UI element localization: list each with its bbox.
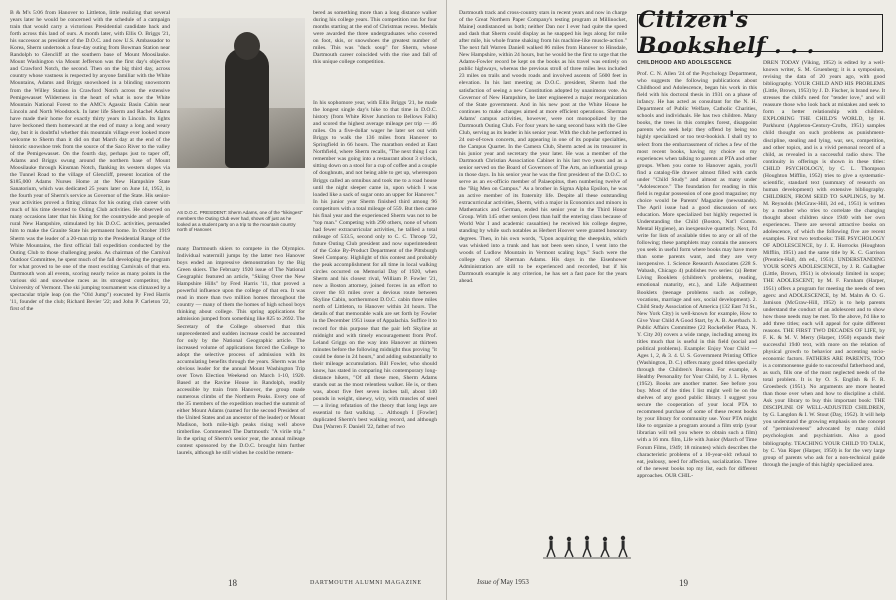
issue-label-month: May 1953	[500, 578, 529, 586]
hiker-photo	[177, 18, 305, 204]
right-page	[447, 0, 896, 600]
running-head: DARTMOUTH ALUMNI MAGAZINE	[310, 580, 422, 586]
right-column-1-text: Dartmouth track and cross-country stars in recent years and now in charge of the Great Northern Paper Company's testing program at Millinocket, Maine] outdistanced us both; neither Dan nor I ever had quite the speed and dash that Sherm could display as he snapped his legs along for mile after mile, his whole frame shaking from his machine-like muscle-action." The next fall Warren Daniell walked 86 miles from Hanover to Hinsdale, New Hampshire, within 24 hours, but he would be the first to urge that the Adams-Fowler record be kept on the books as his travel was entirely on public highways, whereas the previous stroll of three miles less included 23 miles on trails and woods roads and involved ascents of 5600 feet in elevation. In his last meeting as D.O.C. president, Sherm had the satisfaction of seeing a new Constitution adopted by unanimous vote. As Governor of New Hampshire, he later engineered a major reorganization of the State government. And in his new post at the White House he continues to make changes aimed at more efficient operations. Sherman Adams' campus activities, however, were not monopolized by the Dartmouth Outing Club. For four years he sang second bass with the Glee Club, serving as its leader in his senior year. With the club he performed in 24 out-of-town concerts, and appearing in one of its popular specialties, the Campus Quartet. In the Camera Club, Sherm acted as its treasurer in his junior year and secretary the year later. He was a member of the Dartmouth Christian Association Cabinet in his last two years and as a senior served on the Board of Governors of The Arts, an influential group in those days. In his senior year he was the first president of the D.O.C. to serve as an ex-officio member of Palaeopitus, then numbering twelve of the "Big Men on Campus." As a brother in Sigma Alpha Epsilon, he was an active member of its fraternity life. Despite all these outstanding extracurricular activities, Sherm, with a major in Economics and minors in Mathematics and German, ended his senior year in the Third Honor Group. With 145 other seniors (less than half the entering class because of World War I and academic casualties) he received his college degree, standing by while such notables as Herbert Hoover were granted honorary degrees. Then, in his own words, "Upon acquiring the sheepskin, which was whisked into a trunk and has not been seen since, I went into the woods of Ludlow Mountain in Vermont scaling logs." Such were the college days of Sherman Adams. His days in the Eisenhower Administration are still to be experienced and recorded, but if his Dartmouth example is any criterion, he has set a fast pace for the years ahead.	[459, 10, 627, 284]
section-heading: CHILDHOOD AND ADOLESCENCE	[637, 60, 732, 66]
left-column-2-top	[313, 10, 437, 96]
page-number-left: 18	[228, 578, 237, 588]
right-column-2-text: Prof. C. N. Allen '24 of the Psychology Department, who suggests the following publications about Childhood and Adolescence, began his work in this field with his doctoral thesis in 1931 on a phase of infancy. He has acted as consultant for the N. H. Department of Public Welfare, Catholic Charities, schools and individuals. He has two children. Many books, the trees in this complex forest, disappoint parents who seek help: they offend by being too highly specialized or too text-bookish. I shall try to select from the embarrassment of riches a few of the most recent books, having my choice on my experiences when talking to parents at PTA and other groups. When you come to Hanover again, you'll find a catalog-file drawer almost filled with cards under "Child Study" and almost as many under "Adolescence." The foundation for reading in this field is regular possession of one good magazine; my choice would be Parents' Magazine (newsstands). The April issue had a good discussion of sex education. More specialized but highly respected is Understanding the Child (Boston, Nat'l Comm. Mental Hygiene), an inexpensive quarterly. Next, I'd write for lists of available titles to any or all of the following; these pamphlets may contain the answers you seek in useful form where books may have more than some parents want, and they are very inexpensive. 1. Science Research Associates (228 S. Wabash, Chicago 4) publishes two series: (a) Better Living Booklets (children's problems, reading, emotional maturity, etc.), and Life Adjustment Booklets (teenage problems such as college, vocations, marriage and sex, social development). 2. Child Study Association of America (132 East 74 St., New York City) is well-known for example, How to Give Your Child A Good Start, by A. B. Auerbach. 3. Public Affairs Committee (22 Rockefeller Plaza, N. Y. City 20) covers a wide range, including among its titles much that is useful in this field (social and political problems). Example: Enjoy Your Child — Ages 1, 2, & 3. 4. U. S. Government Printing Office (Washington, D. C.) offers many good titles specially through the Children's Bureau. For example, A Healthy Personality for Your Child, by J. L. Hymes (1952). Books are another matter. See before you buy. Most of the titles I list might well be on the shelves of any good public library. I suggest you secure the cooperation of your local PTA to recommend purchase of some of these recent books by your library for community use. Your PTA might like to organize a program around a film strip (your librarian will tell you where to obtain such a film) with a 16 mm. film, Life with Junior (March of Time Forum Films, 1949; 18 minutes) which describes the characteristic problems of a 10-year-old: refusal to eat, jealousy, need for affection, socialization. Three of the newest books top my list, each for different approaches. OUR CHIL-	[637, 71, 757, 479]
left-column-3	[313, 100, 437, 570]
hikers-illustration	[543, 532, 631, 560]
right-column-1	[459, 10, 627, 525]
right-column-2	[637, 60, 757, 575]
right-column-3-text: DREN TODAY (Viking, 1952) is edited by a well-known writer, S. M. Gruenberg; it is a symposium, revising the data of 20 years ago, with good bibliography. YOUR CHILD AND HIS PROBLEMS (Little, Brown, 1953) by J. D. Fischer, is brand new. It stresses the child's need for "tender love," and will reassure those who look back at mistakes and seek to form a better relationship with children. EXPLORING THE CHILD'S WORLD, by H. Parkhurst (Appleton-Century-Crofts, 1951) samples child thought on such problems as punishment-discipline, stealing and lying, war, sex, competition, and other topics, and is a vivid personal record of a child, as revealed in a successful radio show. The continuity in offerings is shown in these titles: CHILD PSYCHOLOGY, by C. L. Thompson (Houghton Mifflin, 1952) tries to give a systematic-scientific, standard text (summary of research on human development) with extensive bibliography. CHILDREN, FROM SEED TO SAPLINGS, by M. M. Reynolds (McGraw-Hill, 2d ed., 1951) is written by a mother who tries to correlate the changing thought about children since 1940 with her own experiences. There are several attractive books on adolescence, of which the following five are recent examples. First two textbooks: THE PSYCHOLOGY OF ADOLESCENCE, by J. E. Horrocks (Houghton Mifflin, 1951) and the same title by K. C. Garrison (Prentice-Hall, 4th ed., 1951). UNDERSTANDING YOUR SON'S ADOLESCENCE, by J. R. Gallagher (Little, Brown, 1951) is obviously limited in scope; THE ADOLESCENT, by M. F. Farnham (Harper, 1951) offers a program for meeting the needs of teen agers: and ADOLESCENCE, by M. Malm & O. G. Jamison (McGraw-Hill, 1952) is to help parents understand the conduct of an adolescent and to show how those needs may be met. To the above, I'd like to add three titles; each will appeal for quite different reasons. THE FIRST TWO DECADES OF LIFE, by F. K. & M. V. Merry (Harper, 1950) expands their successful 1940 text, with more on the relation of physical growth to behavior and accenting socio-economic factors. FATHERS ARE PARENTS, TOO is a commonsense guide to successful fatherhood and, as such, fills one of the most neglected needs of the total problem. It is by O. S. English & F. R. Groesbeck (1951). No arguments are more heated than those over when and how to discipline a child. Ask your library to buy this important book: THE DISCIPLINE OF WELL-ADJUSTED CHILDREN, by G. Langdon & I. W. Stout (Day, 1952). It will help you understand the growing emphasis on the concept of "permissiveness" advocated by many child psychologists and psychiatrists. Also a good bibliography. TEACHING YOUR CHILD TO TALK, by C. Van Riper (Harper, 1950) is for the very large group of parents who ask for a non-technical guide through the jungle of this highly specialized area.	[763, 60, 885, 468]
left-column-1-text: B & M's 5:06 from Hanover to Littleton, little realizing that several years later he would be concerned with the schedule of a campaign train that would carry a victorious Presidential candidate back and forth across this land of ours. A month later, with Ellis O. Briggs '21, his successor as president of the D.O.C. and now U.S. Ambassador to Korea, Sherm undertook a four-day outing from Bowman Station near Randolph to Glencliff at the southern base of Mount Moosilauke. Mount Washington via Mount Jefferson was the first day's objective and Crawford Notch, the second. Then on the big third day, across country whose vastness is respected by anyone familiar with the White Mountains, Adams and Briggs snowshoed in a blinding snowstorm from the Willey Station in Crawford Notch across the extensive Pemigewasset Wilderness in the heart of what is now the White Mountain National Forest to the AMC's Agassiz Basin Cabin near Lincoln and North Woodstock. In later life Sherm and Rachel Adams have made their home for exactly thirty years in Lincoln. Its lights have beckoned them homeward at the end of many a long and weary day, but it is doubtful whether this mountain village ever looked more welcome to Sherm than it did on that March day at the end of the historic snowshoe trek from the source of the Saco River to the valley of the Pemigewasset. On the fourth day, perhaps just to taper off, Adams and Briggs swung around the northern base of Mount Moosilauke through Kinsman Notch, flanking its western slopes via the Tunnel Road to the village of Glencliff, present location of the $185,000 Adams Nurses Home at the New Hampshire State Sanatorium, which was dedicated 25 years later on June 14, 1952, in the fourth year of Sherm's service as Governor of the State. His senior-year activities proved a fitting climax for his outing club career with much of his time devoted to Outing Club activities. He observed on many occasions later that his liking for the countryside and people of rural New Hampshire, stimulated by his D.O.C. activities, persuaded him to make the Granite State his permanent home. In October 1919 Sherm was the leader of a 20-man trip to the Presidential Range of the White Mountains, the first official fall expedition conducted by the Outing Club to those challenging peaks. As chairman of the Carnival Outdoor Committee, he spent much of the fall developing the program for what proved to be one of the most exciting Carnivals of that era. Dartmouth won all events, scoring nearly twice as many points in the various ski and snowshoe races as its strongest competitor, the University of Vermont. The ski jumping tournament was climaxed by a spectacular triple leap (on the "Old Jump") executed by Fred Harris '11, founder of the club; Richard Bevier '22; and John P. Carleton '22, first of the	[10, 10, 170, 312]
right-column-3	[763, 60, 885, 575]
column-masthead: Citizen's Bookshelf . . .	[637, 14, 883, 52]
left-column-3-text: In his sophomore year, with Ellis Briggs '21, he made the longest single day's hike to that time in D.O.C. history (from White River Junction to Bellows Falls) and scored the highest average mileage per trip — 46 miles. On a five-dollar wager he later set out with Briggs to walk the 136 miles from Hanover to Springfield in 66 hours. The marathon ended at East Northfield, where Sherm recalls, "The next thing I can remember was going into a restaurant about 3 o'clock, sitting down on a stool for a cup of coffee and a couple of doughnuts, and not being able to get up, whereupon Briggs called an omnibus and took me to a road house until the night sleeper came in, upon which I was loaded like a sack of sugar onto an upper for Hanover." In his junior year Sherm finished third among 96 competitors with a total mileage of 559. But then came his final year and the experienced Sherm was not to be "top man." Competing with 290 others, none of whom had fewer extracurricular activities, he tallied a total mileage of 533.5, second only to C. C. Throop '22, future Outing Club president and now superintendent of the Coke By-Product Department of the Pittsburgh Steel Company. Highlight of this contest and probably the peak accomplishment for all time in local walking circles occurred on Memorial Day of 1920, when Sherm and his closest rival, William P. Fowler '21, now a Boston attorney, joined forces in an effort to cover the 83 miles over a devious route between Skyline Cabin, northernmost D.O.C. cabin three miles north of Littleton, to Hanover within 24 hours. The details of that memorable walk are set forth by Fowler in the December 1951 issue of Appalachia. Suffice it to record for this purpose that the pair left Skyline at midnight and with timely encouragement from Prof. Leland Griggs on the way into Hanover at thirteen minutes before the following midnight thus proving "it could be done in 24 hours," and adding substantially to their mileage accumulation. Bill Fowler, who should know, has stated in comparing his contemporary long-distance hikers, "Of all these men, Sherm Adams stands out as the most relentless walker. He is, or then was, about five feet seven inches tall, about 140 pounds in weight, sinewy, wiry, with muscles of steel — a living refutation of the theory that long legs are essential to fast walking. ... Although I [Fowler] duplicated Sherm's best walking record, and although Dan [Warren F. Daniell '22, father of two	[313, 100, 437, 431]
left-column-1	[10, 10, 170, 570]
left-page	[0, 0, 447, 600]
photo-caption: AS D.O.C. PRESIDENT: Sherm Adams, one of the "hikingest" members the Outing Club ever had, shows off just as he looked as a student party on a trip to the mountain country north of Hanover.	[177, 210, 303, 233]
page-number-right: 19	[679, 578, 688, 588]
left-column-2-top-text: bered as something more than a long distance walker during his college years. This competition ran for four months starting at the end of Christmas recess. Medals were awarded the three undergraduates who covered on foot, skis, or snowshoes the greatest number of miles. This was "duck soup" for Sherm, whose Dartmouth career coincided with the rise and fall of this unique college competition.	[313, 10, 437, 66]
issue-label-prefix: Issue of	[477, 578, 499, 586]
left-column-2-bottom	[177, 246, 305, 570]
left-column-2-bottom-text: many Dartmouth skiers to compete in the Olympics. Individual watermill jumps by the latter two Hanover boys ended an impressive demonstration by the Big Green skiers. The February 1920 issue of The National Geographic featured an article, "Skiing Over the New Hampshire Hills" by Fred Harris '11, that proved a powerful influence upon the college of that era. It was read in more than two million homes throughout the country — many of them the homes of high school boys thinking about college. This spring applications for admission jumped from something like 825 to 2692. The Secretary of the College observed that this unprecedented and sudden increase could be accounted for only by the National Geographic article. The increased volume of applications forced the College to adopt the selective process of admission with its accumulating benefits through the years. Sherm was the obvious leader for the annual Mount Washington Trip over Town Election Weekend on March 1-10, 1920. Based at the Ravine House in Randolph, readily accessible by train from Hanover, the group made numerous climbs of the Northern Peaks. Every one of the 35 members of the expedition reached the summit of either Mount Adams (named for the second President of the United States and an ancestor of the leader) or Mount Madison, both mile-high peaks rising well above timberline. Commented The Dartmouth: "A virile trip." In the spring of Sherm's senior year, the annual mileage contest sponsored by the D.O.C. brought him further laurels, although he still wishes he could be remem-	[177, 246, 305, 457]
issue-date	[477, 578, 529, 586]
